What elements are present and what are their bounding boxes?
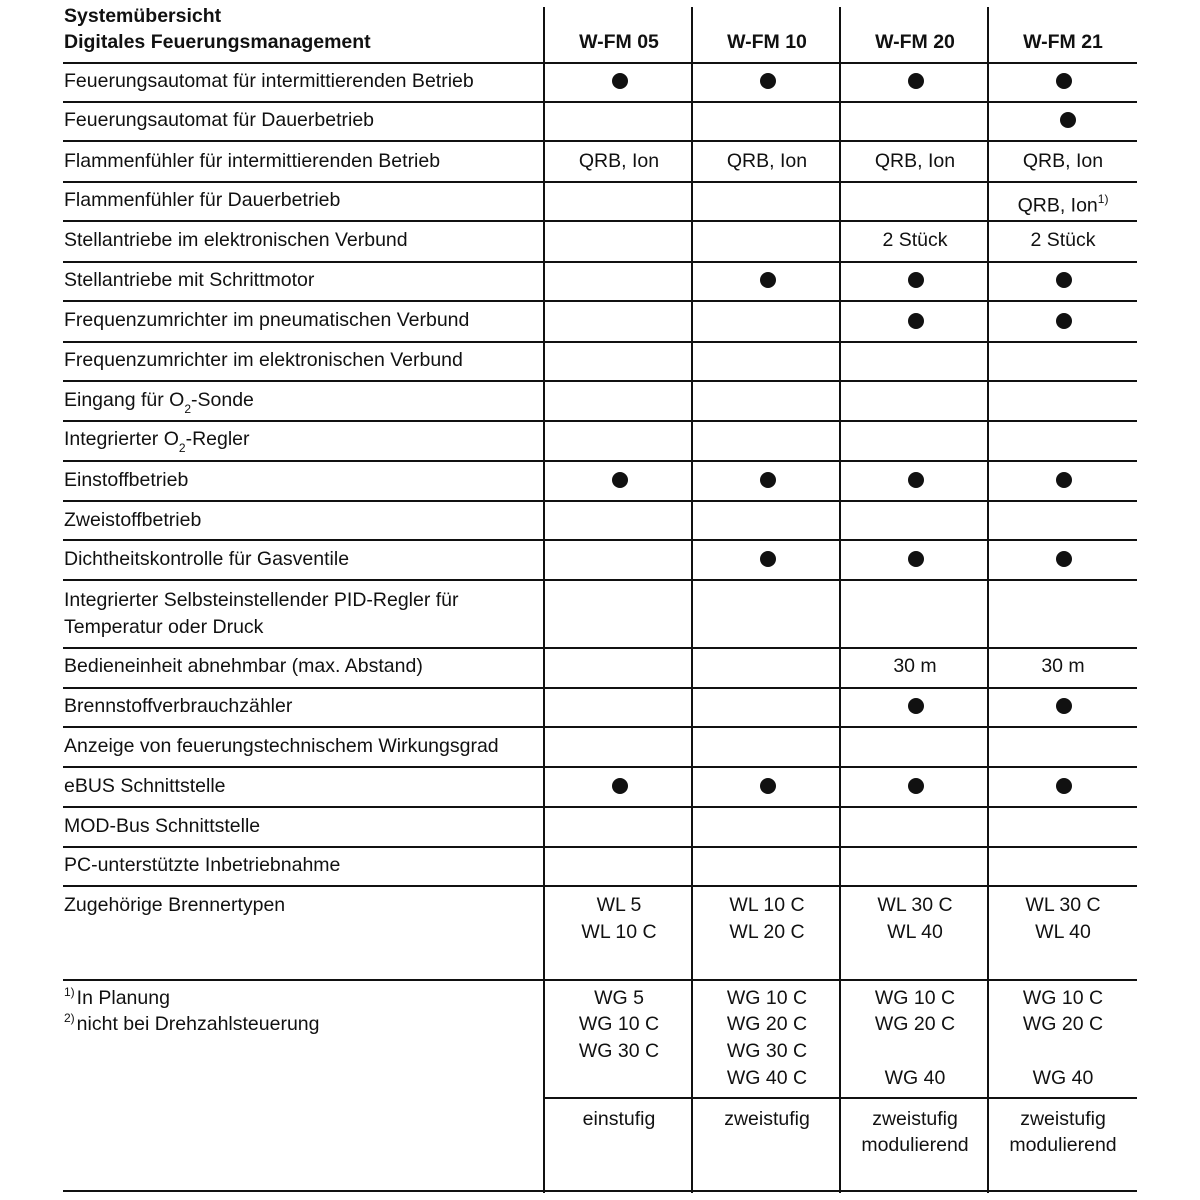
row-divider xyxy=(63,300,1137,302)
footnote-text: In Planung xyxy=(76,987,170,1009)
cell-value: QRB, Ion xyxy=(726,150,808,172)
row-label-pid-regler-line2: Temperatur oder Druck xyxy=(64,616,264,638)
row-divider xyxy=(63,846,1137,848)
burner-wg: WG 20 C xyxy=(874,1013,956,1035)
row-label-pc-inbetriebnahme: PC-unterstützte Inbetriebnahme xyxy=(64,854,341,876)
cell-value xyxy=(990,187,1136,220)
burner-stage: einstufig xyxy=(582,1108,656,1130)
row-divider xyxy=(63,341,1137,343)
cell-value: 30 m xyxy=(893,655,937,677)
footnote-2 xyxy=(64,1011,320,1040)
footnote-marker: 1) xyxy=(1097,192,1109,206)
row-label-einstoffbetrieb: Einstoffbetrieb xyxy=(64,469,189,491)
check-dot xyxy=(760,551,776,567)
burner-wg: WG 10 C xyxy=(874,987,956,1009)
row-divider xyxy=(63,261,1137,263)
burner-wl: WL 30 C xyxy=(877,894,953,916)
row-label-modbus: MOD-Bus Schnittstelle xyxy=(64,815,261,837)
check-dot xyxy=(760,778,776,794)
burner-wg: WG 10 C xyxy=(1022,987,1104,1009)
row-divider xyxy=(63,62,1137,64)
check-dot xyxy=(1056,698,1072,714)
burner-wl: WL 40 xyxy=(1035,921,1091,943)
burner-stage: zweistufig xyxy=(1020,1108,1106,1130)
footnote-text: nicht bei Drehzahlsteuerung xyxy=(76,1013,320,1035)
table-title-line2: Digitales Feuerungsmanagement xyxy=(64,31,371,53)
row-divider xyxy=(63,885,1137,887)
row-divider xyxy=(63,220,1137,222)
burner-wl: WL 10 C xyxy=(729,894,805,916)
check-dot xyxy=(908,472,924,488)
row-divider xyxy=(63,181,1137,183)
row-divider xyxy=(63,420,1137,422)
check-dot xyxy=(908,73,924,89)
burner-wg: WG 10 C xyxy=(578,1013,660,1035)
row-label-ebus: eBUS Schnittstelle xyxy=(64,775,226,797)
burner-stage: zweistufig xyxy=(872,1108,958,1130)
check-dot xyxy=(1056,313,1072,329)
burner-wg: WG 40 C xyxy=(726,1067,808,1089)
row-divider xyxy=(63,806,1137,808)
cell-value: 2 Stück xyxy=(882,229,948,251)
cell-value: 30 m xyxy=(1041,655,1085,677)
row-divider xyxy=(63,460,1137,462)
burner-wg: WG 5 xyxy=(594,987,644,1009)
burner-stage: zweistufig xyxy=(724,1108,810,1130)
column-header-wfm10: W-FM 10 xyxy=(727,31,807,53)
check-dot xyxy=(760,472,776,488)
check-dot xyxy=(612,778,628,794)
burner-stage: modulierend xyxy=(861,1134,969,1156)
check-dot xyxy=(908,272,924,288)
burner-wg: WG 40 xyxy=(884,1067,946,1089)
check-dot xyxy=(1060,112,1076,128)
burner-wg: WG 10 C xyxy=(726,987,808,1009)
cell-value: 2 Stück xyxy=(1030,229,1096,251)
row-divider xyxy=(63,500,1137,502)
burner-wg: WG 20 C xyxy=(1022,1013,1104,1035)
column-header-wfm20: W-FM 20 xyxy=(875,31,955,53)
row-label-integrierter-o2-regler xyxy=(64,426,250,460)
row-divider xyxy=(63,647,1137,649)
check-dot xyxy=(760,73,776,89)
column-divider xyxy=(543,7,545,1193)
row-label-flammenfuehler-dauerbetrieb: Flammenfühler für Dauerbetrieb xyxy=(64,189,341,211)
burner-wl: WL 20 C xyxy=(729,921,805,943)
row-label-brennstoffverbrauchzaehler: Brennstoffverbrauchzähler xyxy=(64,695,293,717)
check-dot xyxy=(908,778,924,794)
row-label-stellantriebe-elektronisch: Stellantriebe im elektronischen Verbund xyxy=(64,229,408,251)
label-text: Integrierter O xyxy=(64,428,179,450)
check-dot xyxy=(612,73,628,89)
row-divider xyxy=(63,766,1137,768)
row-label-eingang-o2-sonde xyxy=(64,387,254,421)
row-label-stellantriebe-schrittmotor: Stellantriebe mit Schrittmotor xyxy=(64,269,315,291)
label-text: Eingang für O xyxy=(64,389,185,411)
column-header-wfm21: W-FM 21 xyxy=(1023,31,1103,53)
check-dot xyxy=(908,313,924,329)
row-label-flammenfuehler-intermittierend: Flammenfühler für intermittierenden Betrieb xyxy=(64,150,441,172)
row-label-wirkungsgrad-anzeige: Anzeige von feuerungstechnischem Wirkungsgrad xyxy=(64,735,499,757)
footnote-marker: 1) xyxy=(64,985,75,999)
row-label-bedieneinheit: Bedieneinheit abnehmbar (max. Abstand) xyxy=(64,655,423,677)
footnote-marker: 2) xyxy=(64,1011,75,1025)
row-divider xyxy=(63,687,1137,689)
row-divider xyxy=(544,1097,1137,1099)
row-divider xyxy=(63,140,1137,142)
burner-wl: WL 10 C xyxy=(581,921,657,943)
row-label-frequenzumrichter-elektronisch: Frequenzumrichter im elektronischen Verbund xyxy=(64,349,463,371)
check-dot xyxy=(1056,778,1072,794)
check-dot xyxy=(1056,272,1072,288)
row-divider xyxy=(63,579,1137,581)
check-dot xyxy=(1056,472,1072,488)
row-divider xyxy=(63,979,1137,981)
burner-wg: WG 30 C xyxy=(578,1040,660,1062)
row-divider xyxy=(63,726,1137,728)
table-title-line1: Systemübersicht xyxy=(64,5,222,27)
row-label-feuerungsautomat-intermittierend: Feuerungsautomat für intermittierenden Betrieb xyxy=(64,70,474,92)
burner-wg: WG 20 C xyxy=(726,1013,808,1035)
burner-wl: WL 5 xyxy=(596,894,642,916)
row-label-frequenzumrichter-pneumatisch: Frequenzumrichter im pneumatischen Verbund xyxy=(64,309,470,331)
row-divider xyxy=(63,380,1137,382)
subscript: 2 xyxy=(184,401,192,416)
row-label-pid-regler-line1: Integrierter Selbsteinstellender PID-Regler für xyxy=(64,589,459,611)
row-label-brennertypen: Zugehörige Brennertypen xyxy=(64,894,286,916)
check-dot xyxy=(908,551,924,567)
table-bottom-rule xyxy=(63,1190,1137,1192)
check-dot xyxy=(1056,73,1072,89)
row-label-zweistoffbetrieb: Zweistoffbetrieb xyxy=(64,509,202,531)
row-divider xyxy=(63,101,1137,103)
check-dot xyxy=(612,472,628,488)
check-dot xyxy=(1056,551,1072,567)
check-dot xyxy=(760,272,776,288)
row-divider xyxy=(63,539,1137,541)
burner-stage: modulierend xyxy=(1009,1134,1117,1156)
subscript: 2 xyxy=(178,440,186,455)
cell-value: QRB, Ion xyxy=(1022,150,1104,172)
cell-value: QRB, Ion xyxy=(874,150,956,172)
burner-wg: WG 40 xyxy=(1032,1067,1094,1089)
burner-wg: WG 30 C xyxy=(726,1040,808,1062)
burner-wl: WL 30 C xyxy=(1025,894,1101,916)
cell-value: QRB, Ion xyxy=(578,150,660,172)
row-label-feuerungsautomat-dauerbetrieb: Feuerungsautomat für Dauerbetrieb xyxy=(64,109,375,131)
burner-wl: WL 40 xyxy=(887,921,943,943)
column-header-wfm05: W-FM 05 xyxy=(579,31,659,53)
row-label-dichtheitskontrolle: Dichtheitskontrolle für Gasventile xyxy=(64,548,350,570)
label-text: -Sonde xyxy=(191,389,254,411)
cell-value-text: QRB, Ion xyxy=(1017,194,1098,217)
check-dot xyxy=(908,698,924,714)
footnote-1 xyxy=(64,985,170,1014)
label-text: -Regler xyxy=(185,428,250,450)
